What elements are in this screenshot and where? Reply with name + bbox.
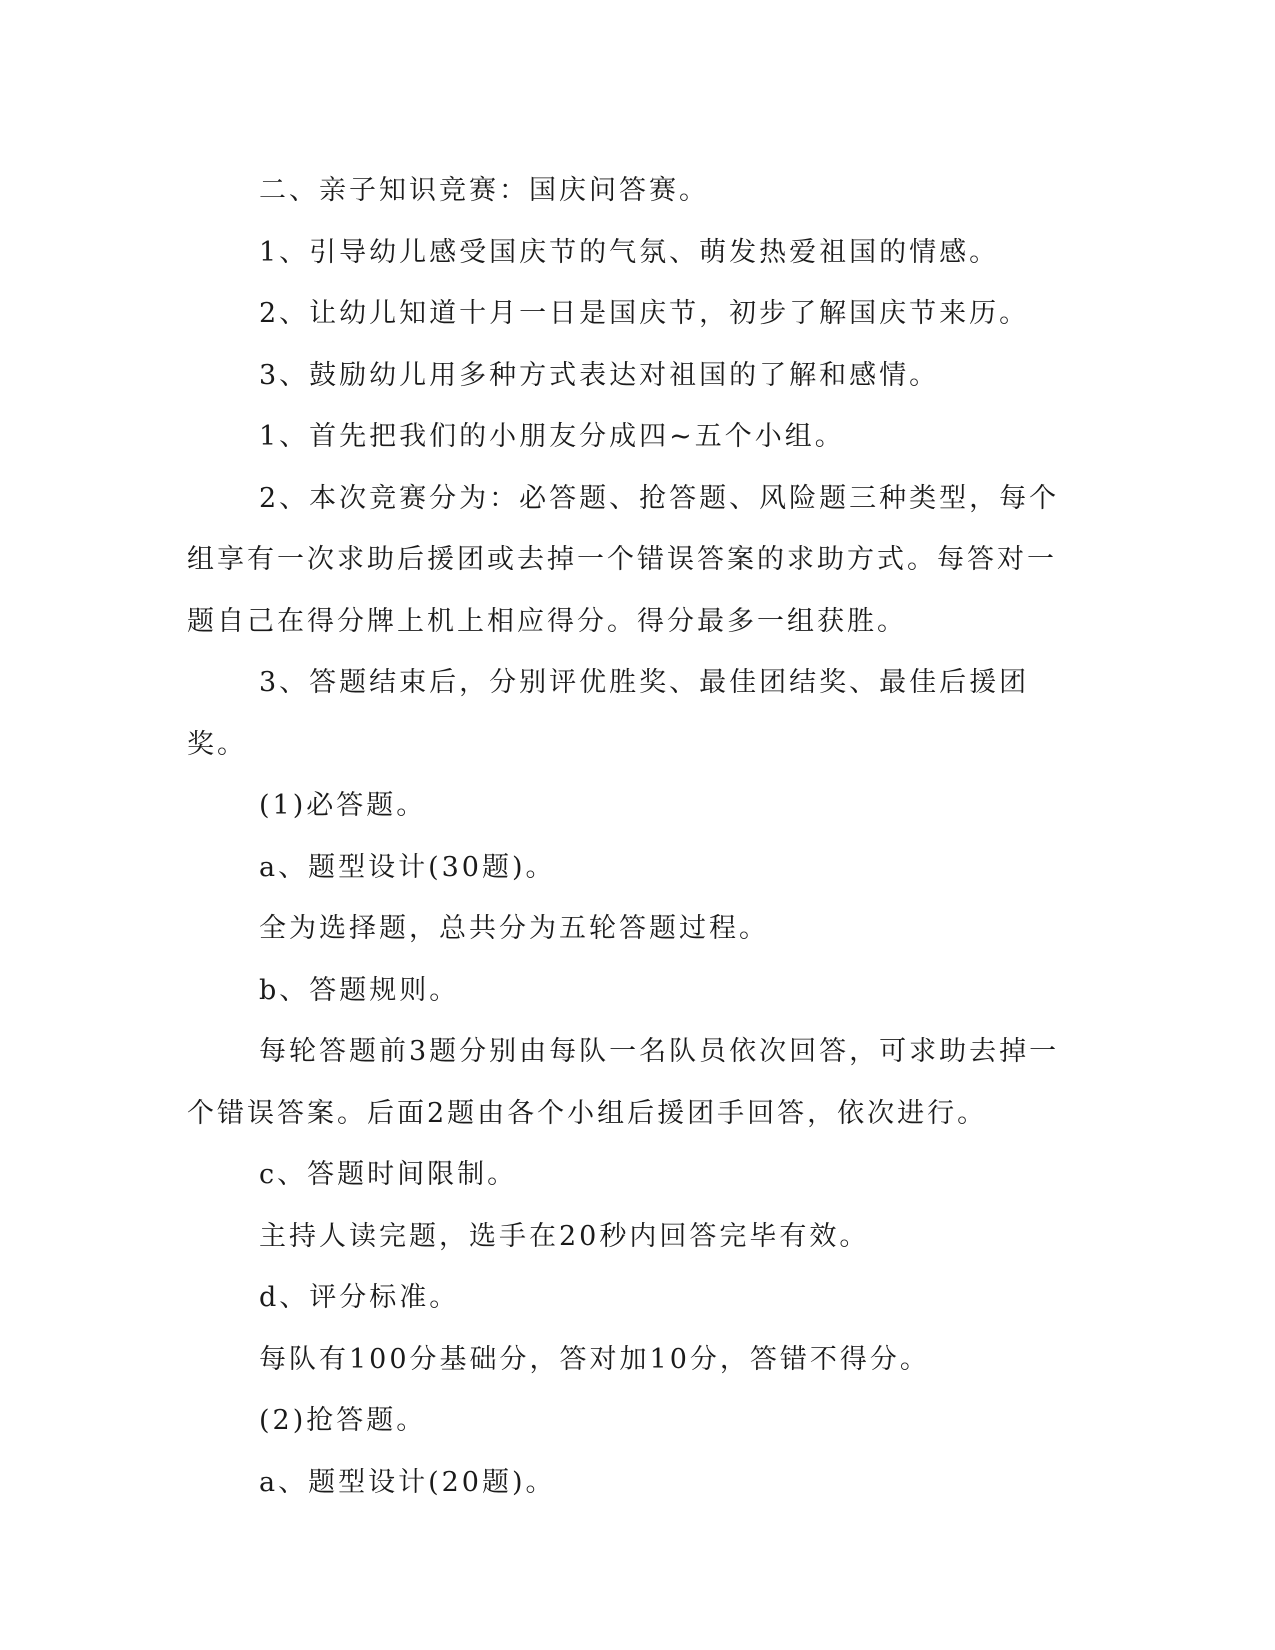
document-body	[187, 160, 1067, 1513]
item-answer-rules: b、答题规则。	[259, 974, 460, 1006]
section-heading: 二、亲子知识竞赛：国庆问答赛。	[259, 175, 709, 206]
paragraph-answer-rules: 每轮答题前3题分别由每队一名队员依次回答，可求助去掉一个错误答案。后面2题由各个小组后援团手回答，依次进行。	[187, 1036, 1060, 1129]
subsection-required-questions: (1)必答题。	[259, 790, 427, 821]
paragraph-question-format: 全为选择题，总共分为五轮答题过程。	[259, 913, 769, 944]
subsection-buzzer-questions: (2)抢答题。	[259, 1405, 427, 1436]
paragraph-time-limit: 主持人读完题，选手在20秒内回答完毕有效。	[259, 1220, 870, 1252]
goal-item-3: 3、鼓励幼儿用多种方式表达对祖国的了解和感情。	[259, 359, 940, 391]
procedure-item-1: 1、首先把我们的小朋友分成四~五个小组。	[259, 421, 845, 452]
paragraph-scoring: 每队有100分基础分，答对加10分，答错不得分。	[259, 1343, 930, 1375]
goal-item-2: 2、让幼儿知道十月一日是国庆节，初步了解国庆节来历。	[259, 298, 1030, 329]
item-question-design-2: a、题型设计(20题)。	[259, 1466, 556, 1498]
item-time-limit: c、答题时间限制。	[259, 1159, 518, 1190]
procedure-item-3: 3、答题结束后，分别评优胜奖、最佳团结奖、最佳后援团奖。	[187, 667, 1030, 760]
item-scoring: d、评分标准。	[259, 1282, 460, 1313]
item-question-design: a、题型设计(30题)。	[259, 851, 556, 883]
goal-item-1: 1、引导幼儿感受国庆节的气氛、萌发热爱祖国的情感。	[259, 236, 1000, 268]
procedure-item-2: 2、本次竞赛分为：必答题、抢答题、风险题三种类型，每个组享有一次求助后援团或去掉一个错误答案的求助方式。每答对一题自己在得分牌上机上相应得分。得分最多一组获胜。	[187, 482, 1060, 637]
